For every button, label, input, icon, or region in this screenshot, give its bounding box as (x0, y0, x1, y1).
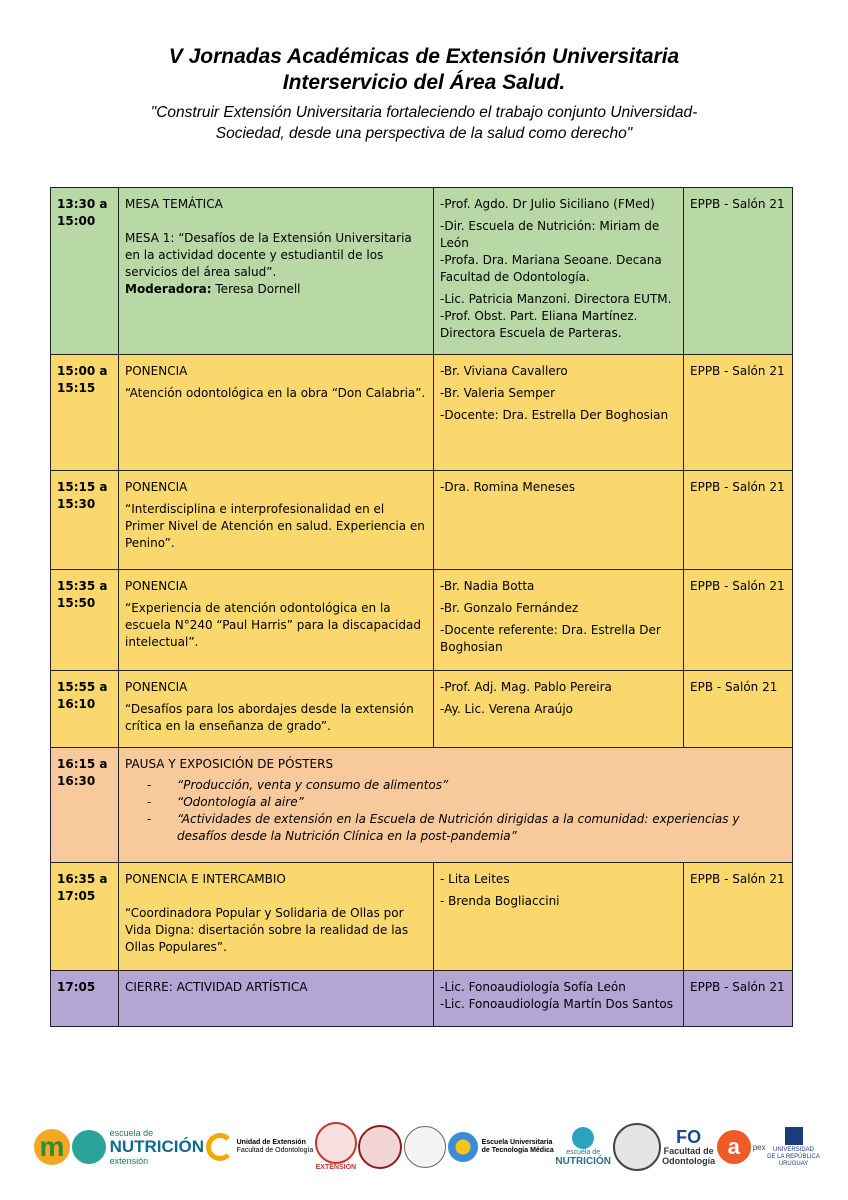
people-cell (434, 355, 684, 471)
table-row (51, 863, 793, 971)
person: -Docente: Dra. Estrella Der Boghosian (440, 408, 669, 422)
time-cell: 15:15 a 15:30 (51, 471, 119, 570)
moderator (125, 281, 427, 298)
activity-description: “Desafíos para los abordajes desde la extensión crítica en la enseñanza de grado”. (125, 702, 414, 733)
activity-cell (119, 863, 434, 971)
moderator-label: Moderadora: (125, 282, 212, 296)
activity-cell (119, 355, 434, 471)
activity-type: CIERRE: ACTIVIDAD ARTÍSTICA (125, 980, 308, 994)
table-row (51, 188, 793, 355)
unidad-extension-logo-icon: Unidad de Extensión Facultad de Odontología (206, 1133, 314, 1161)
table-row (51, 471, 793, 570)
person: -Dir. Escuela de Nutrición: Miriam de León -Profa. Dra. Mariana Seoane. Decana Facultad de Odontología. (440, 219, 662, 284)
people-cell (434, 188, 684, 355)
poster-list (125, 777, 786, 845)
circular-seal-logo-icon (404, 1126, 446, 1168)
person: -Dra. Romina Meneses (440, 480, 576, 494)
list-item: - “Odontología al aire” (147, 795, 304, 809)
activity-cell (119, 188, 434, 355)
university-seal-logo-icon (613, 1123, 661, 1171)
extension-seal-logo-icon: EXTENSIÓN (315, 1122, 357, 1172)
place-cell: EPPB - Salón 21 (684, 471, 793, 570)
title-line-1: V Jornadas Académicas de Extensión Universitaria (168, 45, 680, 68)
activity-type: MESA TEMÁTICA (125, 197, 223, 211)
logo-strip (34, 1118, 820, 1176)
m-logo-icon: m (34, 1129, 70, 1165)
people-cell (434, 471, 684, 570)
activity-type: PONENCIA (125, 364, 188, 378)
activity-cell (119, 971, 434, 1027)
list-item: - “Producción, venta y consumo de alimentos” (147, 778, 449, 792)
person: -Lic. Patricia Manzoni. Directora EUTM. -Prof. Obst. Part. Eliana Martínez. Directora Escuela de Parteras. (440, 292, 672, 340)
activity-cell (119, 671, 434, 748)
time-cell: 13:30 a 15:00 (51, 188, 119, 355)
time-cell: 16:15 a 16:30 (51, 748, 119, 863)
eutm-logo-icon: Escuela Universitaria de Tecnología Médica (448, 1132, 554, 1162)
person: -Lic. Fonoaudiología Sofía León -Lic. Fonoaudiología Martín Dos Santos (440, 980, 674, 1011)
place-cell: EPPB - Salón 21 (684, 188, 793, 355)
place-cell: EPB - Salón 21 (684, 671, 793, 748)
person: -Br. Nadia Botta (440, 579, 535, 593)
nutricion-extension-logo-icon: escuela de NUTRICIÓN extensión (72, 1128, 204, 1166)
schedule-table (50, 187, 793, 1027)
activity-description: “Coordinadora Popular y Solidaria de Ollas por Vida Digna: disertación sobre la realidad de las Ollas Populares”. (125, 906, 409, 954)
activity-description: “Experiencia de atención odontológica en la escuela N°240 “Paul Harris” para la discapacidad intelectual”. (125, 601, 421, 649)
person: -Ay. Lic. Verena Araújo (440, 702, 573, 716)
escuela-nutricion-logo-icon: escuela de NUTRICIÓN (555, 1127, 611, 1167)
person: -Br. Gonzalo Fernández (440, 601, 579, 615)
people-cell (434, 671, 684, 748)
activity-description: “Atención odontológica en la obra “Don Calabria”. (125, 386, 426, 400)
activity-type: PONENCIA (125, 680, 188, 694)
moderator-name: Teresa Dornell (211, 282, 301, 296)
fo-logo-icon: FO Facultad de Odontología (662, 1127, 716, 1166)
table-row (51, 748, 793, 863)
time-cell: 17:05 (51, 971, 119, 1027)
activity-type: PONENCIA (125, 579, 188, 593)
apex-logo-icon: a pex (717, 1130, 766, 1164)
table-row (51, 971, 793, 1027)
place-cell: EPPB - Salón 21 (684, 971, 793, 1027)
time-cell: 16:35 a 17:05 (51, 863, 119, 971)
subtitle-line-1: "Construir Extensión Universitaria fortaleciendo el trabajo conjunto Universidad- (150, 104, 698, 121)
place-cell: EPPB - Salón 21 (684, 570, 793, 671)
people-cell (434, 971, 684, 1027)
title-line-2: Interservicio del Área Salud. (282, 71, 566, 94)
table-row (51, 671, 793, 748)
udelar-logo-icon: UNIVERSIDAD DE LA REPÚBLICA URUGUAY (767, 1127, 820, 1168)
activity-type: PONENCIA E INTERCAMBIO (125, 872, 286, 886)
people-cell (434, 570, 684, 671)
subtitle-line-2: Sociedad, desde una perspectiva de la salud como derecho" (215, 125, 633, 142)
activity-description: MESA 1: “Desafíos de la Extensión Universitaria en la actividad docente y estudiantil de los servicios del área salud”. (125, 231, 412, 279)
document-header (0, 44, 848, 144)
time-cell: 15:55 a 16:10 (51, 671, 119, 748)
activity-type: PAUSA Y EXPOSICIÓN DE PÓSTERS (125, 757, 334, 771)
person: -Br. Viviana Cavallero (440, 364, 568, 378)
activity-cell (119, 471, 434, 570)
person: -Prof. Agdo. Dr Julio Siciliano (FMed) (440, 197, 655, 211)
people-cell (434, 863, 684, 971)
activity-cell (119, 748, 793, 863)
time-cell: 15:00 a 15:15 (51, 355, 119, 471)
place-cell: EPPB - Salón 21 (684, 355, 793, 471)
table-row (51, 355, 793, 471)
person: -Docente referente: Dra. Estrella Der Boghosian (440, 623, 661, 654)
place-cell: EPPB - Salón 21 (684, 863, 793, 971)
person: - Brenda Bogliaccini (440, 894, 560, 908)
activity-type: PONENCIA (125, 480, 188, 494)
subtitle (0, 102, 848, 144)
person: - Lita Leites (440, 872, 510, 886)
red-seal-logo-icon (358, 1125, 402, 1169)
person: -Prof. Adj. Mag. Pablo Pereira (440, 680, 612, 694)
time-cell: 15:35 a 15:50 (51, 570, 119, 671)
activity-cell (119, 570, 434, 671)
person: -Br. Valeria Semper (440, 386, 556, 400)
table-row (51, 570, 793, 671)
list-item: - “Actividades de extensión en la Escuela de Nutrición dirigidas a la comunidad: experiencias y desafíos desde la Nutrición Clínica en la post-pandemia” (147, 812, 740, 843)
activity-description: “Interdisciplina e interprofesionalidad en el Primer Nivel de Atención en salud. Experiencia en Penino”. (125, 502, 425, 550)
